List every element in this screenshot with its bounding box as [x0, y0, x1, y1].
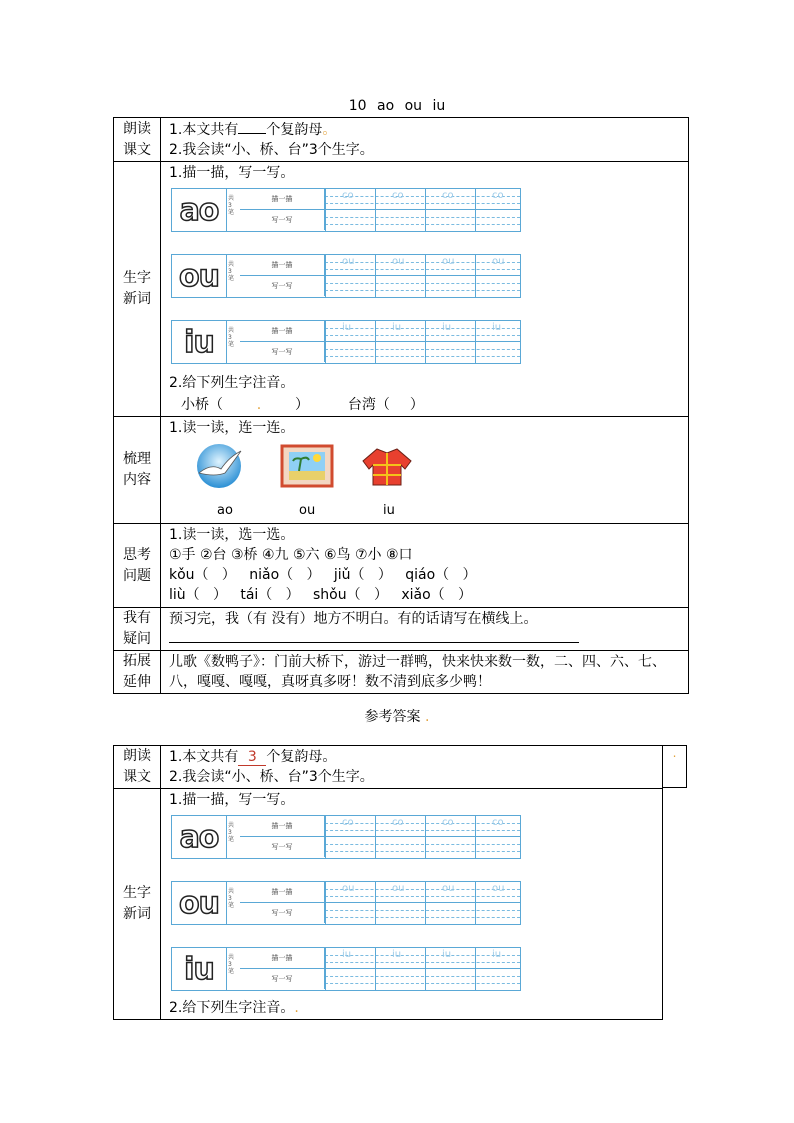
question-line[interactable]: [169, 632, 579, 643]
trace-letters: iu: [442, 322, 452, 333]
grid-cell[interactable]: [375, 189, 426, 231]
option-iu[interactable]: iu: [383, 503, 395, 518]
picture-row: [161, 439, 688, 503]
think-section: 1.读一读，选一选。 ①手 ②台 ③桥 ④九 ⑤六 ⑥鸟 ⑦小 ⑧口 kǒu（ ） niǎo（ ） jiǔ（ ） qiáo（ ） liù（ ） tái（ ） shǒu（ ） xiǎo（ ）: [161, 524, 688, 606]
trace-letters: co: [492, 817, 504, 828]
writing-grid[interactable]: [325, 882, 520, 924]
answer-side-cell: .: [663, 745, 687, 788]
option-labels: [161, 503, 688, 523]
answer-count: 3: [238, 750, 266, 766]
option-ao[interactable]: ao: [217, 503, 233, 518]
trace-row-label: 描一描: [240, 816, 325, 837]
pinyin-words: 小桥（ . ） 台湾（ ）: [181, 397, 424, 413]
trace-row-label: 描一描: [240, 882, 325, 903]
letters-ao: ao: [172, 816, 227, 858]
jacket-icon[interactable]: [359, 443, 415, 489]
trace-row-label: 描一描: [240, 948, 325, 969]
answer-trace-ou: [171, 881, 521, 925]
option-ou[interactable]: ou: [299, 503, 316, 518]
grid-cell[interactable]: [475, 255, 526, 297]
trace-letters: ou: [442, 883, 455, 894]
letters-ou: ou: [172, 255, 227, 297]
grid-cell[interactable]: [375, 882, 426, 924]
trace-block-iu[interactable]: [171, 320, 521, 364]
grid-cell[interactable]: [325, 948, 376, 990]
stroke-count: 共3笔: [228, 822, 235, 843]
trace-block-ou[interactable]: [171, 254, 521, 298]
stroke-count: 共3笔: [228, 261, 235, 282]
grid-cell[interactable]: [375, 255, 426, 297]
writing-grid[interactable]: [325, 189, 520, 231]
grid-cell[interactable]: [475, 882, 526, 924]
writing-grid[interactable]: [325, 948, 520, 990]
answer-read: 1.本文共有 3 个复韵母。 2.我会读“小、桥、台”3个生字。: [169, 749, 374, 785]
read-section: 1.本文共有 个复韵母。 2.我会读“小、桥、台”3个生字。: [161, 118, 688, 161]
answer-trace-iu: [171, 947, 521, 991]
trace-block-ao[interactable]: [171, 188, 521, 232]
write-row-label: 写一写: [240, 837, 325, 857]
worksheet-table: [113, 117, 689, 694]
writing-grid[interactable]: [325, 255, 520, 297]
label-words: 生字 新词: [114, 162, 161, 417]
letters-iu: iu: [172, 321, 227, 363]
grid-cell[interactable]: [425, 948, 476, 990]
write-row-label: 写一写: [240, 210, 325, 230]
writing-grid[interactable]: [325, 321, 520, 363]
stroke-count: 共3笔: [228, 954, 235, 975]
quiz-row-1[interactable]: kǒu（ ） niǎo（ ） jiǔ（ ） qiáo（ ）: [169, 567, 477, 583]
grid-cell[interactable]: [475, 816, 526, 858]
quiz-row-2[interactable]: liù（ ） tái（ ） shǒu（ ） xiǎo（ ）: [169, 587, 472, 603]
trace-letters: ou: [442, 256, 455, 267]
grid-cell[interactable]: [325, 255, 376, 297]
label-sort: 梳理 内容: [114, 417, 161, 524]
trace-letters: iu: [492, 949, 502, 960]
grid-cell[interactable]: [475, 948, 526, 990]
answer-blank[interactable]: [238, 119, 266, 134]
trace-letters: co: [342, 817, 354, 828]
trace-letters: iu: [392, 322, 402, 333]
trace-letters: iu: [492, 322, 502, 333]
grid-cell[interactable]: [425, 321, 476, 363]
label-extend: 拓展 延伸: [114, 651, 161, 694]
trace-letters: ou: [342, 883, 355, 894]
grid-cell[interactable]: [375, 948, 426, 990]
trace-letters: ou: [342, 256, 355, 267]
trace-row-label: 描一描: [240, 189, 325, 210]
trace-letters: co: [342, 190, 354, 201]
answer-label-read: 朗读 课文: [114, 746, 161, 789]
write-row-label: 写一写: [240, 342, 325, 362]
trace-letters: co: [492, 190, 504, 201]
grid-cell[interactable]: [375, 816, 426, 858]
answer-title: 参考答案 .: [364, 709, 430, 725]
write-row-label: 写一写: [240, 276, 325, 296]
trace-letters: ou: [392, 883, 405, 894]
letters-iu: iu: [172, 948, 227, 990]
pinyin-heading: 2.给下列生字注音。: [169, 375, 295, 391]
trace-letters: co: [442, 190, 454, 201]
trace-letters: ou: [492, 883, 505, 894]
picture-icon[interactable]: [279, 443, 335, 489]
trace-row-label: 描一描: [240, 255, 325, 276]
trace-letters: co: [442, 817, 454, 828]
page-title: 10 ao ou iu: [348, 98, 446, 114]
stroke-count: 共3笔: [228, 327, 235, 348]
answer-trace-ao: [171, 815, 521, 859]
read-line-2: 2.我会读“小、桥、台”3个生字。: [169, 142, 374, 158]
trace-letters: ou: [492, 256, 505, 267]
answer-label-words: 生字 新词: [114, 789, 161, 1020]
grid-cell[interactable]: [425, 816, 476, 858]
stroke-count: 共3笔: [228, 195, 235, 216]
trace-letters: iu: [342, 322, 352, 333]
label-think: 思考 问题: [114, 524, 161, 608]
grid-cell[interactable]: [325, 189, 376, 231]
letters-ao: ao: [172, 189, 227, 231]
trace-letters: iu: [442, 949, 452, 960]
char-list: ①手 ②台 ③桥 ④九 ⑤六 ⑥鸟 ⑦小 ⑧口: [169, 547, 413, 563]
words-heading: 1.描一描，写一写。: [169, 165, 295, 181]
writing-grid[interactable]: [325, 816, 520, 858]
grid-cell[interactable]: [475, 321, 526, 363]
trace-row-label: 描一描: [240, 321, 325, 342]
seagull-icon[interactable]: [191, 443, 247, 489]
letters-ou: ou: [172, 882, 227, 924]
grid-cell[interactable]: [425, 255, 476, 297]
answer-table: 朗读 课文 1.本文共有 3 个复韵母。 2.我会读“小、桥、台”3个生字。 生字 新词 1.描一描，写一写。 ao 共3笔 描一描 写一写 co co co co ou 共3笔 描一描 写一写 ou ou ou ou iu 共3笔 描一描 写一写 iu iu iu iu 2.给下列生字注音。.: [113, 745, 663, 1020]
grid-cell[interactable]: [375, 321, 426, 363]
grid-cell[interactable]: [325, 816, 376, 858]
trace-letters: ou: [392, 256, 405, 267]
grid-cell[interactable]: [425, 189, 476, 231]
label-doubt: 我有 疑问: [114, 608, 161, 651]
trace-letters: iu: [342, 949, 352, 960]
grid-cell[interactable]: [325, 321, 376, 363]
label-read: 朗读 课文: [114, 118, 161, 162]
sort-heading: 1.读一读，连一连。: [169, 420, 295, 436]
extend-text: 儿歌《数鸭子》：门前大桥下，游过一群鸭，快来快来数一数，二、四、六、七、八，嘎嘎、嘎嘎，真呀真多呀！数不清到底多少鸭！: [169, 654, 666, 690]
write-row-label: 写一写: [240, 969, 325, 989]
write-row-label: 写一写: [240, 903, 325, 923]
trace-letters: co: [392, 817, 404, 828]
stroke-count: 共3笔: [228, 888, 235, 909]
trace-letters: co: [392, 190, 404, 201]
grid-cell[interactable]: [325, 882, 376, 924]
trace-letters: iu: [392, 949, 402, 960]
doubt-section: 预习完，我（有 没有）地方不明白。有的话请写在横线上。: [161, 608, 688, 650]
grid-cell[interactable]: [475, 189, 526, 231]
grid-cell[interactable]: [425, 882, 476, 924]
